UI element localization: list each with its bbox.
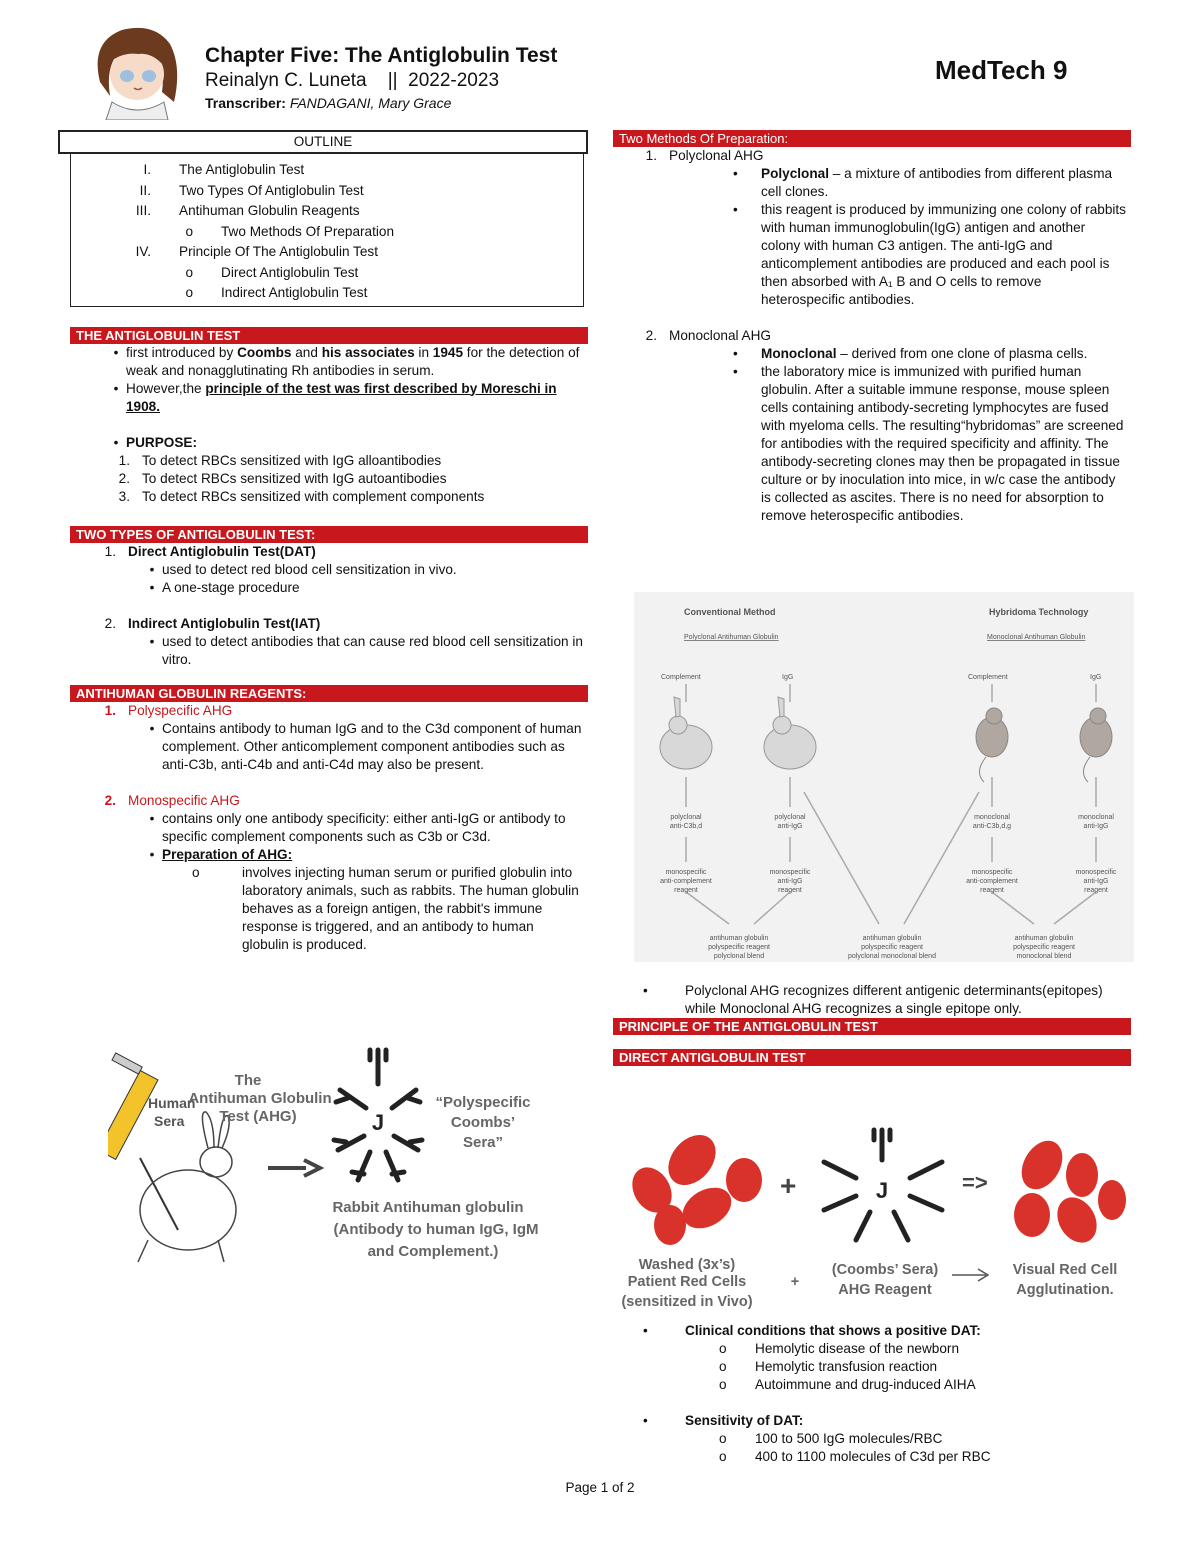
outline-heading: OUTLINE xyxy=(58,130,588,154)
ahg-label-1: The xyxy=(234,1072,262,1089)
section-heading: PRINCIPLE OF THE ANTIGLOBULIN TEST xyxy=(613,1018,1131,1035)
j-chain-label: J xyxy=(371,1110,385,1135)
ahg-label: antihuman globulin xyxy=(862,935,922,942)
polyclonal-monoclonal-blend-label: polyclonal monoclonal blend xyxy=(848,953,936,960)
avatar xyxy=(82,22,190,120)
rabbit-icon xyxy=(660,697,712,769)
outline-subitem: o Indirect Antiglobulin Test xyxy=(185,285,368,300)
brand: MedTech 9 xyxy=(935,55,1068,85)
monospecific-label: monospecific xyxy=(769,869,811,876)
agglutinated-cells-icon xyxy=(1013,1133,1126,1249)
section-heading: DIRECT ANTIGLOBULIN TEST xyxy=(613,1049,1131,1066)
right-column: Two Methods Of Preparation: 1. Polyclonal AHG • Polyclonal – a mixture of antibodies from different plasma cell clones. • this reagent is produced by immunizing one colony of rabbits with human immunoglobulin(IgG) antigen and another colony with human C3 antigen. The anti-IgG and anticomplement antibodies are produced and each pool is then absorbed with A₁ B and O cells to remove heterospecific antibodies. 2. Monoclonal AHG • Monoclonal – derived from one clone of plasma cells. • the laboratory mice is immunized with purified human globulin. After a suitable immune response, mouse spleen cells containing antibody-secreting lymphocytes are fused with myeloma cells. The resulting“hybridomas” are screened for antibodies with the required specificity and affinity. The antibody-secreting clones may then be propagated in tissue culture or by inoculation into mice, in w/c case the antibody is collected as ascites. There is no need for absorption to remove heterospecific antibodies. xyxy=(613,130,1131,525)
bullet-item: • PURPOSE: xyxy=(113,434,198,450)
polyclonal-label: polyclonal xyxy=(670,814,702,821)
dat-caption-1a: Washed (3x’s) xyxy=(638,1257,736,1273)
human-sera-label-1: Human xyxy=(148,1095,196,1111)
polyspecific-label-1: “Polyspecific xyxy=(435,1094,531,1111)
reagent-label: reagent xyxy=(980,887,1004,894)
conventional-method-label: Conventional Method xyxy=(684,607,776,617)
polyspecific-reagent-label: polyspecific reagent xyxy=(708,944,770,951)
igg-label: IgG xyxy=(782,674,794,681)
transcriber-label: Transcriber: xyxy=(205,95,286,111)
numbered-item: 1. Direct Antiglobulin Test(DAT) xyxy=(104,543,316,559)
reagent-label: reagent xyxy=(674,887,698,894)
arrow-icon: => xyxy=(962,1170,988,1195)
rabbit-icon xyxy=(138,1112,236,1262)
anti-c3bd-label: anti-C3b,d xyxy=(669,823,703,830)
dat-caption-1b: Patient Red Cells xyxy=(627,1274,747,1290)
polyspecific-reagent-label: polyspecific reagent xyxy=(861,944,923,951)
dat-caption-2a: (Coombs’ Sera) xyxy=(831,1262,939,1278)
syringe-icon xyxy=(108,1053,178,1230)
mouse-icon xyxy=(976,708,1008,782)
left-column: OUTLINE I. The Antiglobulin Test II. Two Types Of Antiglobulin Test III. Antihuman Globulin Reagents o Two Methods Of Preparation IV. Principle Of The Antiglobulin Test o Direct Antiglobulin Test o Indirect Antiglobulin Test THE ANTIGLOBULIN TEST • first introduced by Coombs and his associates in 1945 for the detection of weak and nonagglutinating Rh antibodies in serum. • However,the principle of the test was first described by Moreschi in 1908. • PURPOSE: 1. To detect RBCs sensitized with IgG alloantibodies 2. To detect RBCs sensitized with IgG autoantibodies 3. To detect RBCs sensitized with complement components TWO TYPES OF ANTIGLOBULIN TEST: 1. Direct Antiglobulin Test(DAT) • used to detect red blood cell sensitization in vivo. • A one-stage procedure 2. Indirect Antiglobulin Test(IAT) • used to detect antibodies that can cause red blood cell sensitization in vitro. ANTIHUMAN GLOBULIN REAGENTS: 1. Polyspecific AHG • Contains antibody to human IgG and to the C3d component of human complement. Other anticomplement component antibodies such as anti-C3b, anti-C4b and anti-C4d may also be present. 2. Monospecific AHG • contains only one antibody specificity: either anti-IgG or antibody to specific complement components such as C3b or C3d. • Preparation of AHG: o involves injecting human serum or purified globulin into laboratory animals, such as rabbits. The human globulin behaves as a foreign antigen, the rabbit's immune response is triggered, and an antibody to human globulin is produced. xyxy=(58,130,588,954)
numbered-item: 2. Monoclonal AHG xyxy=(645,328,772,343)
anti-igg-label: anti-IgG xyxy=(777,878,803,885)
complement-label: Complement xyxy=(968,674,1008,681)
rabbit-ahg-caption-3: and Complement.) xyxy=(367,1243,499,1260)
ahg-label: antihuman globulin xyxy=(709,935,769,942)
preparation-methods-figure xyxy=(634,592,1134,962)
numbered-item: 2. Monospecific AHG xyxy=(104,792,240,808)
anti-complement-label: anti-complement xyxy=(966,878,1018,885)
outline-item: I. The Antiglobulin Test xyxy=(143,162,305,177)
right-column-bottom: • Clinical conditions that shows a positive DAT: o Hemolytic disease of the newborn o Hemolytic transfusion reaction o Autoimmune and drug-induced AIHA • Sensitivity of DAT: o 100 to 500 IgG molecules/RBC o 400 to 1100 molecules of C3d per RBC xyxy=(643,1323,991,1464)
section-heading: THE ANTIGLOBULIN TEST xyxy=(70,327,588,344)
page-footer: Page 1 of 2 xyxy=(565,1480,635,1495)
monospecific-label: monospecific xyxy=(1075,869,1117,876)
transcriber-line xyxy=(205,95,451,111)
polyclonal-label: polyclonal xyxy=(774,814,806,821)
page-title: Chapter Five: The Antiglobulin Test xyxy=(205,44,558,67)
monospecific-label: monospecific xyxy=(665,869,707,876)
dat-caption-3a: Visual Red Cell xyxy=(1012,1262,1118,1278)
polyclonal-blend-label: polyclonal blend xyxy=(713,953,765,960)
complement-label: Complement xyxy=(661,674,701,681)
reagent-label: reagent xyxy=(778,887,802,894)
numbered-item: 2. Indirect Antiglobulin Test(IAT) xyxy=(104,615,321,631)
rabbit-ahg-caption-2: (Antibody to human IgG, IgM xyxy=(333,1221,539,1238)
anti-igg-label: anti-IgG xyxy=(777,823,803,830)
red-cell-icon xyxy=(624,1126,762,1245)
reagent-label: reagent xyxy=(1084,887,1108,894)
rabbit-ahg-caption-1: Rabbit Antihuman globulin xyxy=(332,1199,524,1216)
hybridoma-label: Hybridoma Technology xyxy=(989,607,1089,617)
polyspecific-reagent-label: polyspecific reagent xyxy=(1013,944,1075,951)
outline-item: IV. Principle Of The Antiglobulin Test xyxy=(135,244,378,259)
j-chain-label: J xyxy=(875,1178,889,1203)
bullet-item: • However,the principle of the test was first described by Moreschi in 1908. xyxy=(113,380,557,414)
human-sera-label-2: Sera xyxy=(154,1113,185,1129)
outline-item: III. Antihuman Globulin Reagents xyxy=(135,203,360,218)
right-column-lower: • Polyclonal AHG recognizes different antigenic determinants(epitopes) while Monoclonal AHG recognizes a single epitope only. PRINCIPLE OF THE ANTIGLOBULIN TEST DIRECT ANTIGLOBULIN TEST xyxy=(613,982,1131,1066)
rabbit-icon xyxy=(764,697,816,769)
plus-icon: + xyxy=(780,1170,797,1201)
polyspecific-label-3: Sera” xyxy=(462,1134,504,1151)
author-line: Reinalyn C. Luneta || 2022-2023 xyxy=(205,70,500,91)
dat-caption-1c: (sensitized in Vivo) xyxy=(621,1294,753,1310)
anti-igg-label: anti-IgG xyxy=(1083,823,1109,830)
monoclonal-label: monoclonal xyxy=(1078,814,1114,821)
ahg-label: antihuman globulin xyxy=(1014,935,1074,942)
monospecific-label: monospecific xyxy=(971,869,1013,876)
numbered-item: 1. Polyclonal AHG xyxy=(645,148,764,163)
transcriber-name: FANDAGANI, Mary Grace xyxy=(289,95,452,111)
outline-subitem: o Two Methods Of Preparation xyxy=(185,223,395,239)
polyspecific-label-2: Coombs’ xyxy=(450,1114,516,1131)
outline-subitem: o Direct Antiglobulin Test xyxy=(185,264,359,280)
anti-c3bdg-label: anti-C3b,d,g xyxy=(972,823,1012,830)
bullet-item: • first introduced by Coombs and his associates in 1945 for the detection of weak and nonagglutinating Rh antibodies in serum. xyxy=(113,344,580,378)
igg-label: IgG xyxy=(1090,674,1102,681)
outline-item: II. Two Types Of Antiglobulin Test xyxy=(139,182,364,198)
ahg-label-3: Test (AHG) xyxy=(219,1108,297,1125)
anti-complement-label: anti-complement xyxy=(660,878,712,885)
section-heading: Two Methods Of Preparation: xyxy=(613,130,1131,147)
mouse-icon xyxy=(1080,708,1112,782)
anti-igg-label: anti-IgG xyxy=(1083,878,1109,885)
dat-figure xyxy=(612,1120,1132,1320)
section-heading: TWO TYPES OF ANTIGLOBULIN TEST: xyxy=(70,526,588,543)
dat-caption-plus: + xyxy=(790,1274,800,1290)
numbered-item: 1. Polyspecific AHG xyxy=(104,702,233,718)
section-heading: ANTIHUMAN GLOBULIN REAGENTS: xyxy=(70,685,588,702)
dat-caption-2b: AHG Reagent xyxy=(838,1282,932,1298)
monoclonal-ahg-label: Monoclonal Antihuman Globulin xyxy=(987,634,1086,641)
dat-caption-3b: Agglutination. xyxy=(1016,1282,1114,1298)
outline-box xyxy=(70,154,584,307)
ahg-label-2: Antihuman Globulin xyxy=(188,1090,332,1107)
monoclonal-blend-label: monoclonal blend xyxy=(1016,953,1072,960)
monoclonal-label: monoclonal xyxy=(974,814,1010,821)
polyclonal-ahg-label: Polyclonal Antihuman Globulin xyxy=(684,634,779,641)
ahg-preparation-figure xyxy=(108,1040,548,1270)
